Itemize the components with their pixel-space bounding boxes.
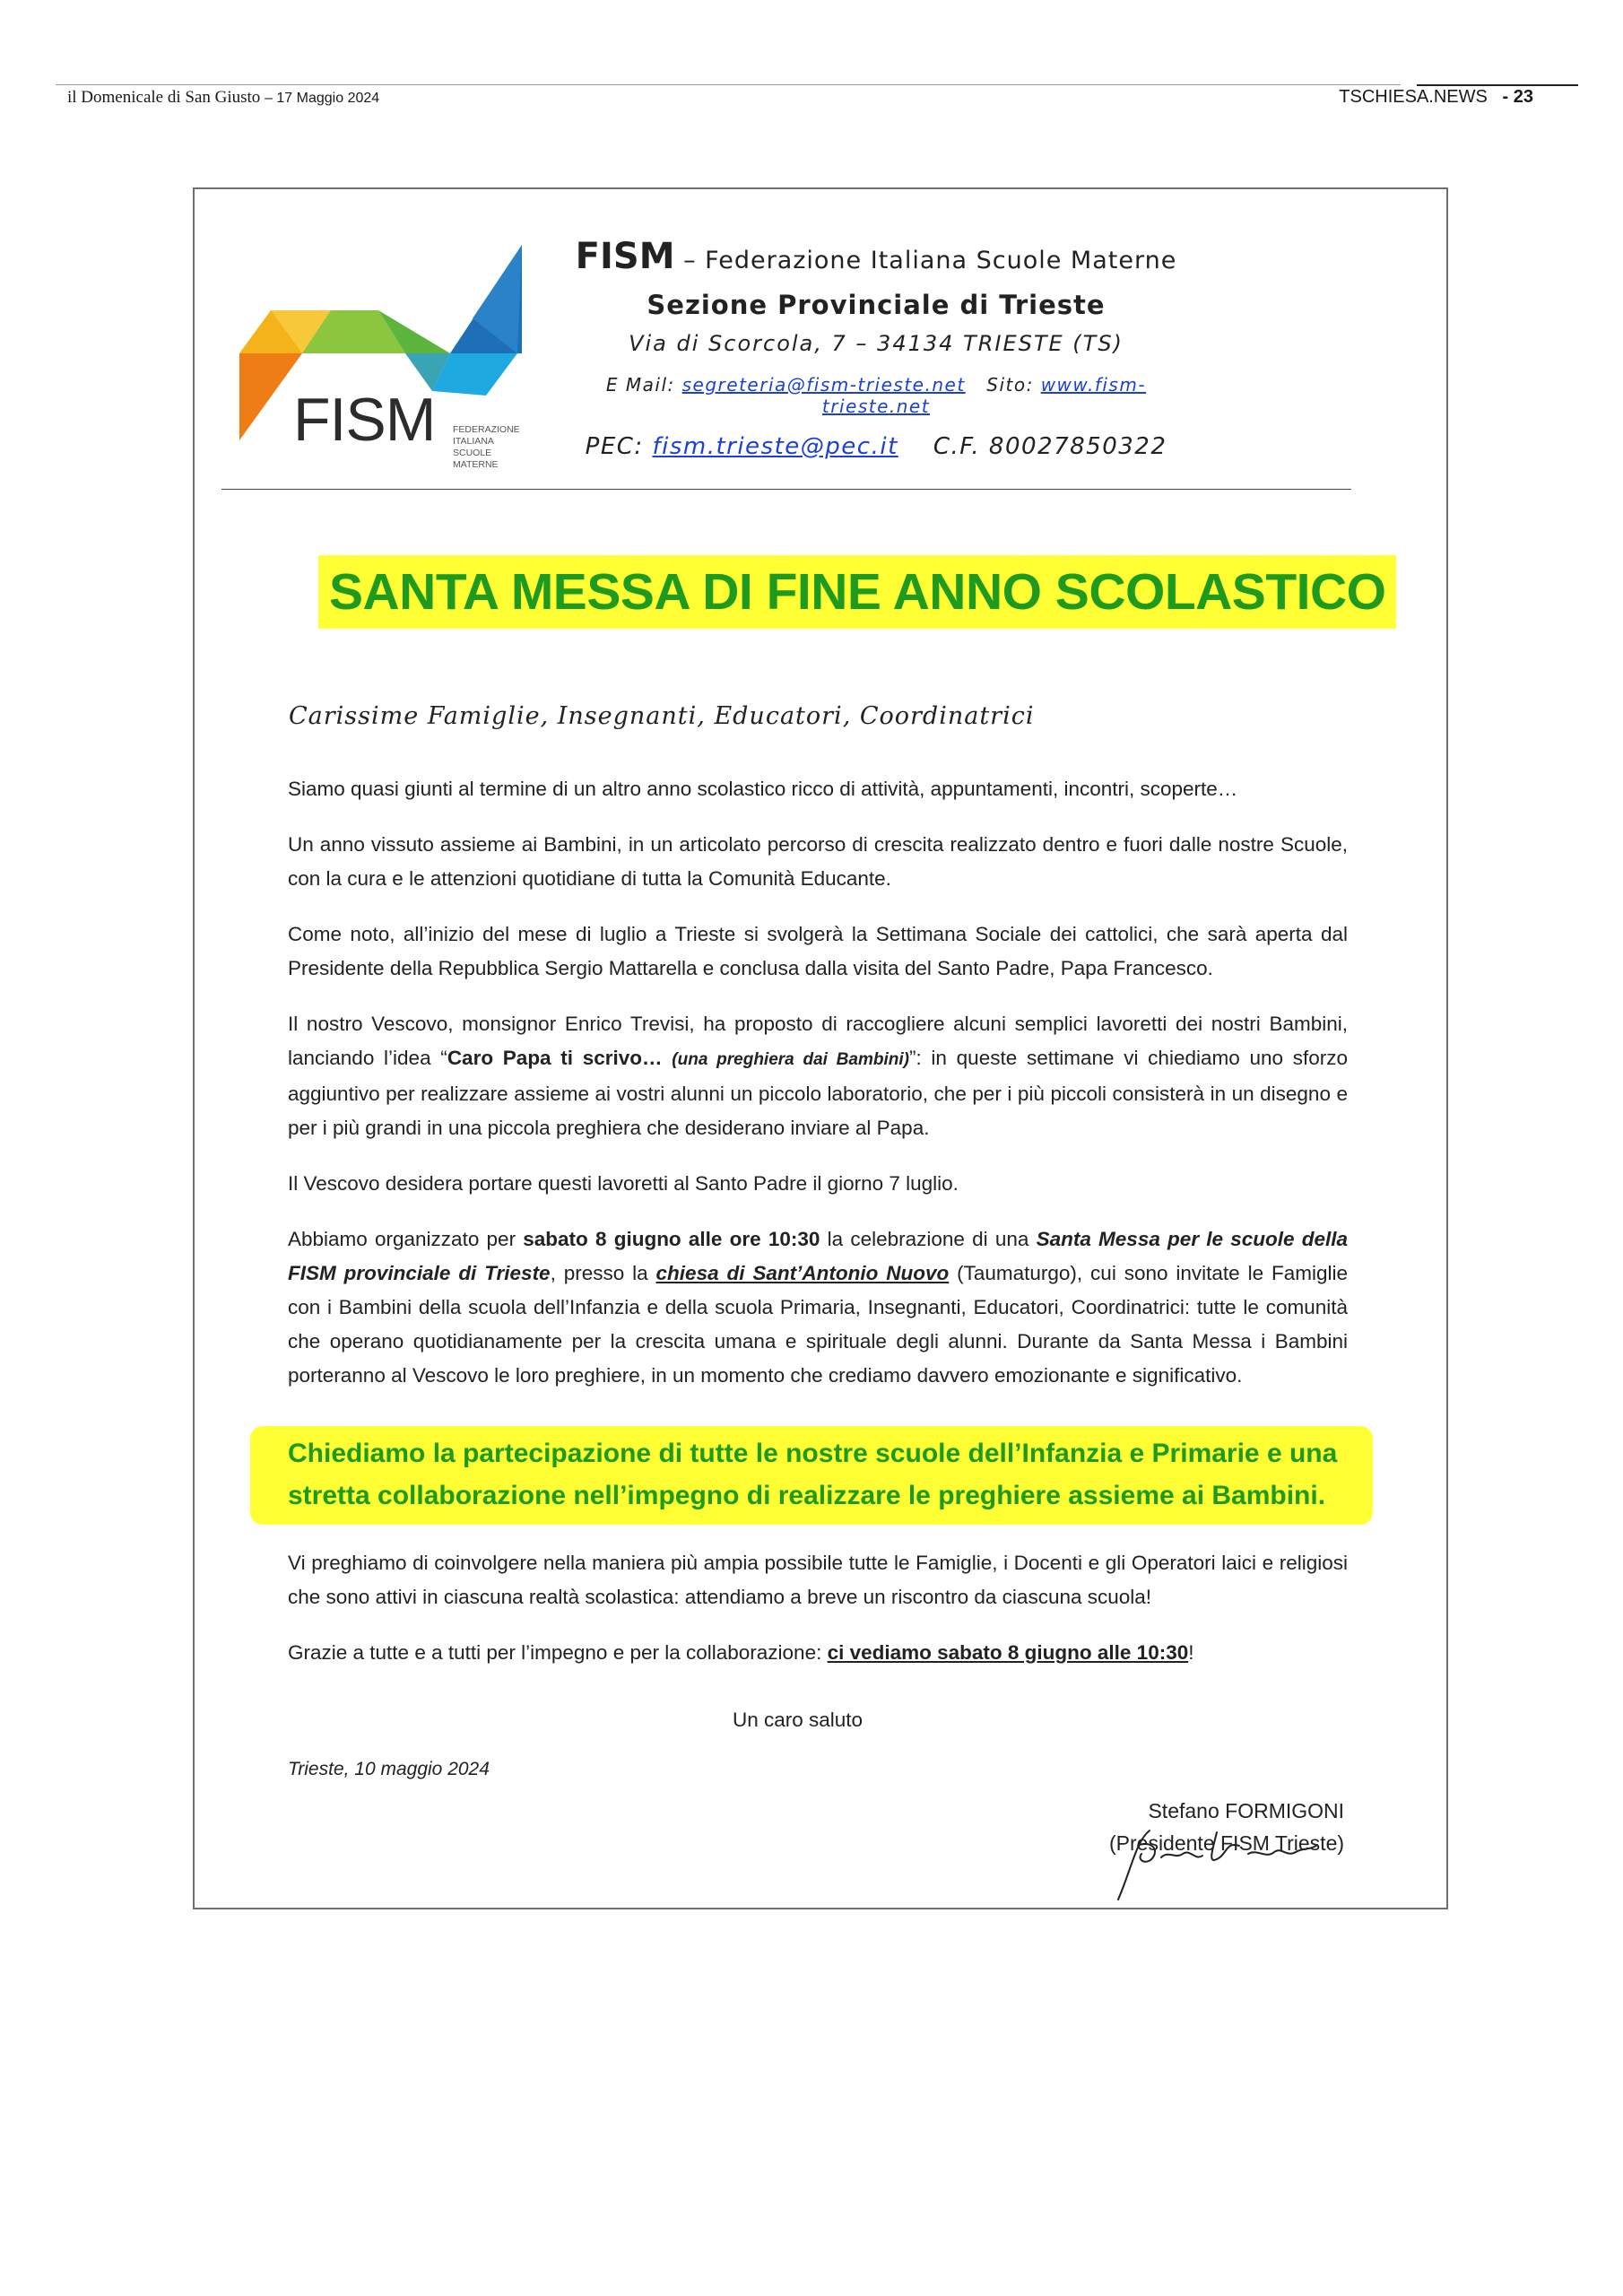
letterhead-pec [562,433,1190,460]
text-run: (Taumaturgo), cui sono invitate le Famiglie con i Bambini della scuola dell’Infanzia e della scuola Primaria, Insegnanti, Educatori, Coordinatrici: tutte le comunità che operano quotidianamente per la crescita umana e spirituale degli alunni. Durante da Santa Messa i Bambini porteranno al Vescovo le loro preghiere, in un momento che crediamo davvero emozionante e significativo. [288,1262,1348,1387]
salutation: Carissime Famiglie, Insegnanti, Educatori, Coordinatrici [289,702,1035,730]
org-short: FISM [575,236,675,277]
header-rule [56,84,1401,85]
page-number: - 23 [1502,87,1533,107]
website-link[interactable]: www.fism-trieste.net [821,374,1147,417]
email-link[interactable]: segreteria@fism-trieste.net [681,374,966,396]
letter-page [193,187,1448,1909]
running-header-right [1339,87,1533,108]
org-full: – Federazione Italiana Scuole Materne [683,247,1177,274]
fism-logo [230,225,544,470]
church-name: chiesa di Sant’Antonio Nuovo [655,1262,950,1284]
letter-body-top [288,772,1348,1414]
text-bold: Caro Papa ti scrivo… [447,1047,663,1069]
publication-date: – 17 Maggio 2024 [265,91,380,106]
text-run: ! [1188,1641,1194,1664]
logo-subtitle-line: FEDERAZIONE [453,424,520,435]
handwritten-signature [1082,1814,1345,1904]
pec-label: PEC: [585,433,644,460]
text-run: ”: in queste settimane vi chiediamo uno sforzo aggiuntivo per realizzare assieme ai vostri alunni un piccolo laboratorio, che per i più piccoli consisterà in un disegno e per i più grandi in una piccola preghiera che desiderano inviare al Papa. [288,1047,1348,1139]
pec-link[interactable]: fism.trieste@pec.it [652,433,898,460]
text-run: Grazie a tutte e a tutti per l’impegno e per la collaborazione: [288,1641,828,1664]
logo-subtitle [453,424,520,471]
text-bold: sabato 8 giugno alle ore 10:30 [523,1228,820,1250]
logo-subtitle-line: MATERNE [453,459,499,470]
logo-subtitle-line: SCUOLE [453,448,492,458]
letterhead-org [562,236,1190,277]
signatory-role: (Presidente FISM Trieste) [1109,1831,1345,1855]
paragraph: Siamo quasi giunti al termine di un altro anno scolastico ricco di attività, appuntamenti, incontri, scoperte… [288,778,1238,800]
paragraph: Vi preghiamo di coinvolgere nella maniera più ampia possibile tutte le Famiglie, i Docenti e gli Operatori laici e religiosi che sono attivi in ciascuna realtà scolastica: attendiamo a breve un riscontro da ciascuna scuola! [288,1552,1348,1608]
letterhead [562,236,1190,460]
paragraph [288,1636,1348,1670]
site-label: Sito: [986,374,1034,396]
text-bold-italic: (una preghiera dai Bambini) [672,1050,909,1069]
text-run: , presso la [550,1262,656,1284]
text-run: Il nostro Vescovo, monsignor Enrico Trevisi, ha proposto di raccogliere alcuni semplici lavoretti dei nostri Bambini, lanciando l’idea “ [288,1013,1348,1069]
letter-body-bottom [288,1546,1348,1692]
letterhead-contacts [562,374,1190,417]
letterhead-section: Sezione Provinciale di Trieste [647,290,1106,320]
signatory-name: Stefano FORMIGONI [1148,1799,1345,1822]
site-name: TSCHIESA.NEWS [1339,87,1488,107]
logo-subtitle-line: ITALIANA [453,436,494,447]
logo-wordmark: FISM [293,386,436,454]
paragraph: Come noto, all’inizio del mese di luglio a Trieste si svolgerà la Settimana Sociale dei cattolici, che sarà aperta dal Presidente della Repubblica Sergio Mattarella e conclusa dalla visita del Santo Padre, Papa Francesco. [288,923,1348,979]
date-place: Trieste, 10 maggio 2024 [288,1759,490,1779]
highlight-text: Chiediamo la partecipazione di tutte le nostre scuole dell’Infanzia e Primarie e una stretta collaborazione nell’impegno di realizzare le preghiere assieme ai Bambini. [288,1439,1338,1510]
letterhead-address: Via di Scorcola, 7 – 34134 TRIESTE (TS) [629,331,1124,356]
title-highlight [318,555,1396,629]
paragraph: Un anno vissuto assieme ai Bambini, in un articolato percorso di crescita realizzato dentro e fuori dalle nostre Scuole, con la cura e le attenzioni quotidiane di tutta la Comunità Educante. [288,833,1348,890]
publication-name: il Domenicale di San Giusto [67,88,261,107]
letter-title: SANTA MESSA DI FINE ANNO SCOLASTICO [329,563,1386,621]
text-run: Abbiamo organizzato per [288,1228,524,1250]
closing: Un caro saluto [733,1709,864,1731]
letterhead-divider [221,489,1351,490]
tax-code: C.F. 80027850322 [933,433,1167,460]
text-run: la celebrazione di una [820,1228,1037,1250]
header-rule-accent [1417,84,1578,86]
paragraph [288,1007,1348,1145]
email-label: E Mail: [605,374,675,396]
paragraph [288,1222,1348,1393]
running-header-left [67,88,379,108]
text-bold-italic: Santa Messa per le scuole della FISM provinciale di Trieste [288,1228,1349,1284]
event-date-emphasis: ci vediamo sabato 8 giugno alle 10:30 [827,1641,1189,1664]
paragraph: Il Vescovo desidera portare questi lavoretti al Santo Padre il giorno 7 luglio. [288,1172,959,1195]
